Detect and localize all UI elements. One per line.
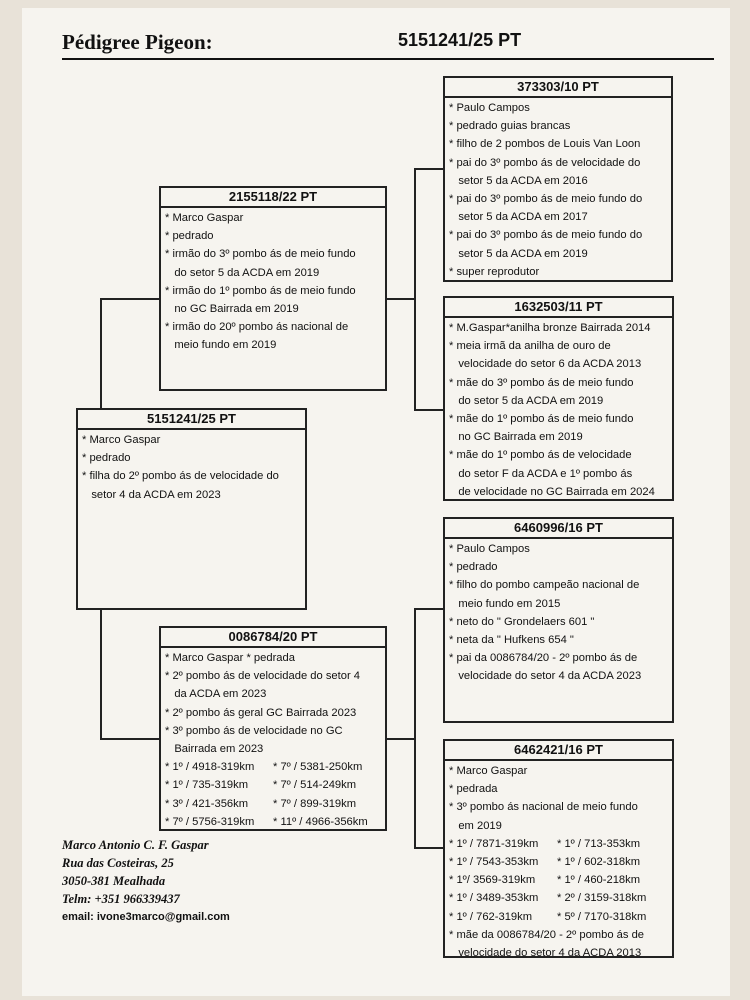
subject-details: [78, 430, 305, 504]
race-result: * 1º / 735-319km: [165, 779, 249, 792]
detail-line: setor 5 da ACDA em 2019: [449, 247, 588, 260]
race-result: * 1º / 602-318km: [557, 855, 641, 868]
detail-line: * pai do 3º pombo ás de meio fundo do: [449, 229, 643, 242]
race-result: * 1º / 713-353km: [557, 837, 641, 850]
detail-line: * pai do 3º pombo ás de velocidade do: [449, 156, 641, 169]
detail-line: * 2º pombo ás geral GC Bairrada 2023: [165, 706, 357, 719]
sire-ring-number: 2155118/22 PT: [161, 188, 385, 208]
detail-line: do setor 5 da ACDA em 2019: [449, 394, 604, 407]
connector-line: [414, 847, 444, 849]
dam-dam-ring-number: 6462421/16 PT: [445, 741, 672, 761]
connector-line: [100, 738, 161, 740]
connector-line: [385, 298, 415, 300]
detail-line: Bairrada em 2023: [165, 742, 264, 755]
detail-line: velocidade do setor 4 da ACDA 2023: [449, 670, 642, 683]
connector-line: [100, 298, 161, 300]
detail-line: setor 4 da ACDA em 2023: [82, 488, 221, 501]
detail-line: de velocidade no GC Bairrada em 2024: [449, 485, 655, 498]
detail-line: * irmão do 20º pombo ás nacional de: [165, 321, 349, 334]
sire-box: [159, 186, 387, 391]
detail-line: * neto do " Grondelaers 601 ": [449, 615, 595, 628]
connector-line: [414, 608, 416, 848]
detail-line: * Marco Gaspar: [82, 434, 161, 446]
race-result: * 1º/ 3569-319km: [449, 874, 536, 887]
detail-line: meio fundo em 2015: [449, 597, 561, 610]
detail-line: * M.Gaspar*anilha bronze Bairrada 2014: [449, 322, 651, 334]
detail-line: * 3º pombo ás de velocidade no GC: [165, 724, 343, 737]
detail-line: * pedrado: [165, 230, 214, 243]
page-title: Pédigree Pigeon:: [62, 30, 213, 54]
race-result-row: [449, 908, 668, 926]
header-divider: [62, 58, 714, 60]
detail-line: * neta da " Hufkens 654 ": [449, 633, 574, 646]
race-result: * 2º / 3159-318km: [557, 892, 647, 905]
detail-line: * meia irmã da anilha de ouro de: [449, 340, 611, 353]
detail-line: * mãe do 1º pombo ás de meio fundo: [449, 412, 634, 425]
connector-line: [414, 409, 444, 411]
detail-line: * pedrado: [82, 452, 131, 465]
detail-line: da ACDA em 2023: [165, 688, 267, 701]
race-result: * 7º / 5381-250km: [273, 761, 363, 774]
race-result: * 1º / 4918-319km: [165, 761, 255, 774]
race-result-row: [165, 776, 381, 794]
detail-line: * mãe do 3º pombo ás de meio fundo: [449, 376, 634, 389]
sire-details: [161, 208, 385, 355]
dam-sire-box: [443, 517, 674, 723]
detail-line: * filho do pombo campeão nacional de: [449, 579, 640, 592]
race-result: * 1º / 460-218km: [557, 874, 641, 887]
race-result: * 11º / 4966-356km: [273, 815, 368, 828]
breeder-phone: Telm: +351 966339437: [62, 892, 180, 906]
detail-line: setor 5 da ACDA em 2017: [449, 211, 588, 224]
detail-line: do setor F da ACDA e 1º pombo ás: [449, 467, 633, 480]
connector-line: [414, 608, 444, 610]
detail-line: no GC Bairrada em 2019: [449, 431, 583, 444]
sire-sire-box: [443, 76, 673, 282]
race-result: * 7º / 514-249km: [273, 779, 357, 792]
dam-dam-box: [443, 739, 674, 958]
dam-ring-number: 0086784/20 PT: [161, 628, 385, 648]
subject-ring-number: 5151241/25 PT: [78, 410, 305, 430]
race-result-row: [449, 853, 668, 871]
detail-line: em 2019: [449, 819, 502, 832]
dam-dam-details: [445, 761, 672, 962]
detail-line: * filha do 2º pombo ás de velocidade do: [82, 470, 279, 483]
connector-line: [414, 168, 444, 170]
sire-sire-details: [445, 98, 671, 281]
detail-line: velocidade do setor 4 da ACDA 2013: [449, 946, 642, 959]
race-result-row: [449, 889, 668, 907]
detail-line: velocidade do setor 6 da ACDA 2013: [449, 358, 642, 371]
detail-line: * irmão do 3º pombo ás de meio fundo: [165, 248, 356, 261]
detail-line: * Marco Gaspar * pedrada: [165, 652, 295, 664]
breeder-name: Marco Antonio C. F. Gaspar: [62, 838, 209, 852]
race-result-row: [165, 813, 381, 831]
race-result-row: [165, 758, 381, 776]
detail-line: * Marco Gaspar: [165, 212, 244, 224]
sire-sire-ring-number: 373303/10 PT: [445, 78, 671, 98]
sire-dam-details: [445, 318, 672, 501]
race-result-row: [449, 835, 668, 853]
subject-box: [76, 408, 307, 610]
detail-line: * pedrada: [449, 783, 498, 796]
race-result: * 7º / 899-319km: [273, 797, 357, 810]
header-ring-number: 5151241/25 PT: [398, 30, 522, 50]
detail-line: * pai da 0086784/20 - 2º pombo ás de: [449, 652, 638, 665]
detail-line: meio fundo em 2019: [165, 339, 277, 352]
connector-line: [100, 608, 102, 738]
dam-details: [161, 648, 385, 831]
detail-line: setor 5 da ACDA em 2016: [449, 174, 588, 187]
detail-line: do setor 5 da ACDA em 2019: [165, 266, 320, 279]
race-result: * 1º / 7543-353km: [449, 855, 539, 868]
detail-line: * mãe do 1º pombo ás de velocidade: [449, 449, 632, 462]
breeder-contact: [62, 836, 230, 926]
detail-line: no GC Bairrada em 2019: [165, 302, 299, 315]
detail-line: * super reprodutor: [449, 265, 540, 278]
detail-line: * Paulo Campos: [449, 543, 530, 555]
detail-line: * 3º pombo ás nacional de meio fundo: [449, 801, 638, 814]
detail-line: * irmão do 1º pombo ás de meio fundo: [165, 284, 356, 297]
dam-box: [159, 626, 387, 831]
race-result-row: [449, 871, 668, 889]
detail-line: * Marco Gaspar: [449, 765, 528, 777]
sire-dam-box: [443, 296, 674, 501]
sire-dam-ring-number: 1632503/11 PT: [445, 298, 672, 318]
race-result: * 7º / 5756-319km: [165, 815, 255, 828]
race-result: * 1º / 762-319km: [449, 910, 533, 923]
breeder-email[interactable]: email: ivone3marco@gmail.com: [62, 911, 230, 923]
connector-line: [100, 298, 102, 410]
detail-line: * pai do 3º pombo ás de meio fundo do: [449, 192, 643, 205]
dam-sire-details: [445, 539, 672, 686]
connector-line: [414, 168, 416, 410]
race-result: * 1º / 7871-319km: [449, 837, 539, 850]
detail-line: * pedrado guias brancas: [449, 120, 571, 133]
detail-line: * Paulo Campos: [449, 102, 530, 114]
detail-line: * 2º pombo ás de velocidade do setor 4: [165, 670, 361, 683]
detail-line: * filho de 2 pombos de Louis Van Loon: [449, 138, 641, 151]
race-result: * 5º / 7170-318km: [557, 910, 647, 923]
connector-line: [385, 738, 415, 740]
race-result-row: [165, 795, 381, 813]
dam-sire-ring-number: 6460996/16 PT: [445, 519, 672, 539]
race-result: * 3º / 421-356km: [165, 797, 249, 810]
detail-line: * pedrado: [449, 561, 498, 574]
breeder-street: Rua das Costeiras, 25: [62, 856, 174, 870]
race-result: * 1º / 3489-353km: [449, 892, 539, 905]
breeder-city: 3050-381 Mealhada: [62, 874, 166, 888]
detail-line: * mãe da 0086784/20 - 2º pombo ás de: [449, 928, 645, 941]
